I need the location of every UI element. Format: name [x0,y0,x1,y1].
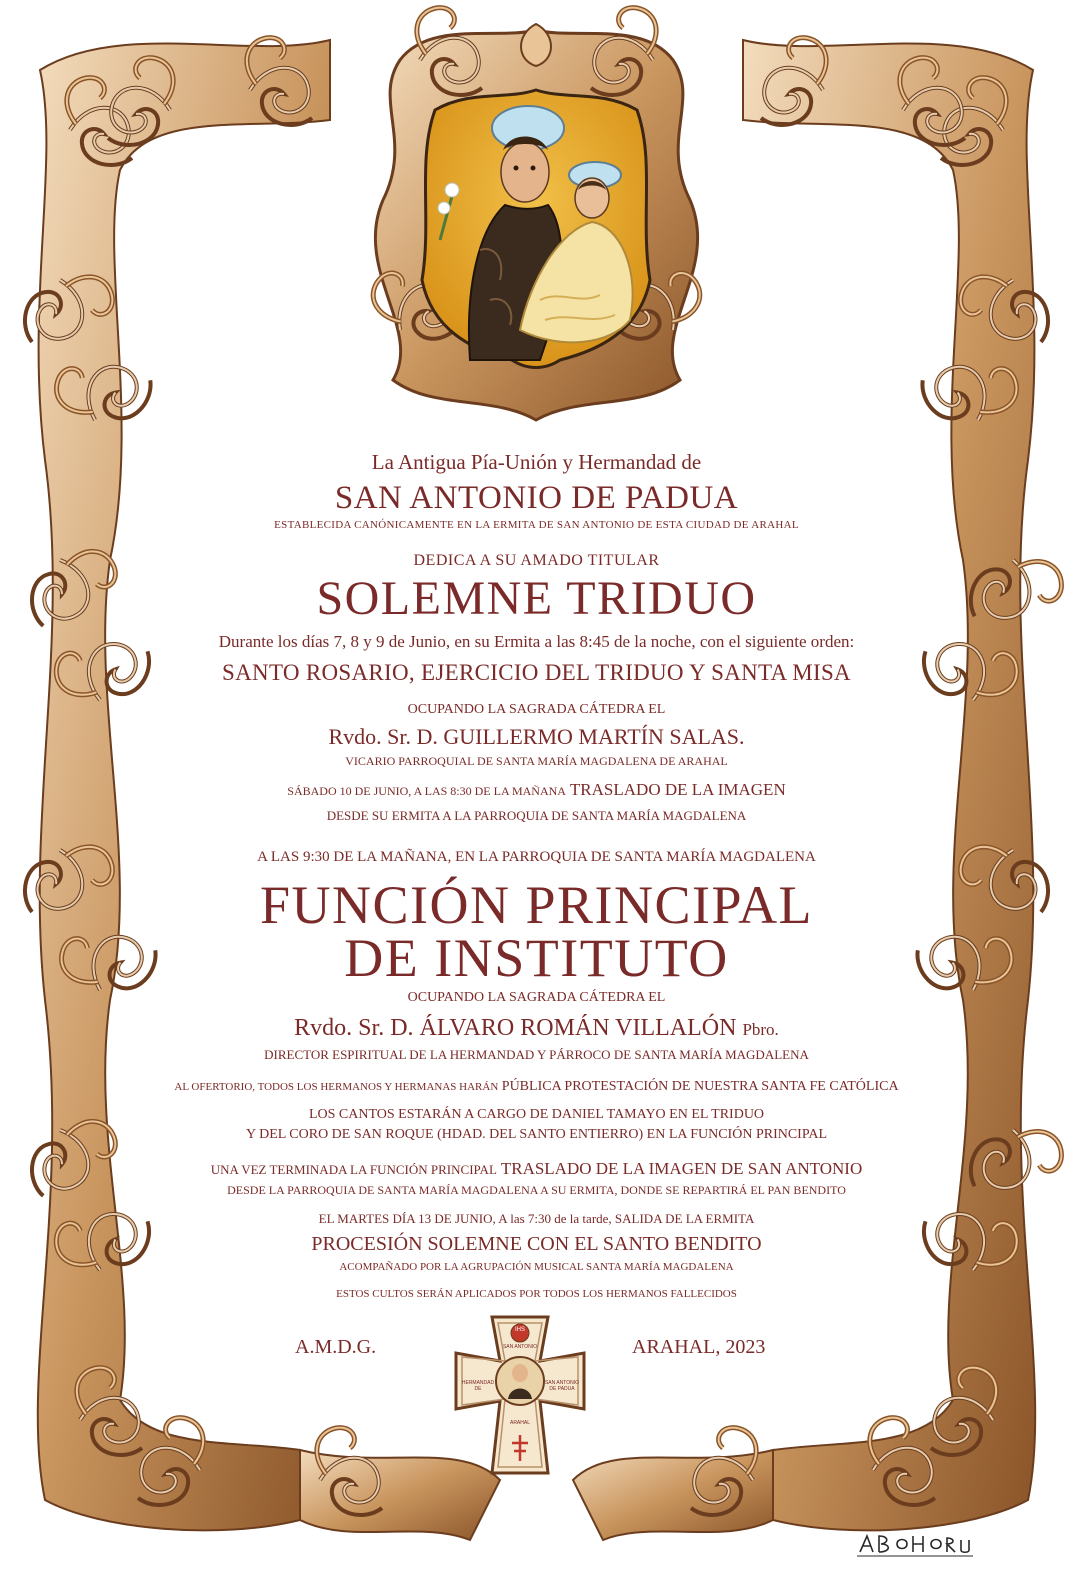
artist-signature [855,1530,975,1560]
chants-line-1: LOS CANTOS ESTARÁN A CARGO DE DANIEL TAMAYO EN EL TRIDUO [308,1107,765,1122]
emblem-arm-right: SAN ANTONIO DE PADUA [544,1380,580,1392]
function-title-line-1: FUNCIÓN PRINCIPAL [259,875,814,935]
amdg-motto: A.M.D.G. [295,1336,377,1358]
return-event: TRASLADO DE LA IMAGEN DE SAN ANTONIO [500,1159,863,1178]
triduo-order: SANTO ROSARIO, EJERCICIO DEL TRIDUO Y SANTA MISA [222,660,851,685]
preacher-1: Rvdo. Sr. D. GUILLERMO MARTÍN SALAS. [328,724,745,749]
preacher-2 [0,1016,1073,1040]
offertory-text: PÚBLICA PROTESTACIÓN DE NUESTRA SANTA FE CATÓLICA [501,1079,899,1094]
cathedra-label-2: OCUPANDO LA SAGRADA CÁTEDRA EL [407,990,666,1005]
return-route: DESDE LA PARROQUIA DE SANTA MARÍA MAGDALENA A SU ERMITA, DONDE SE REPARTIRÁ EL PAN BENDITO [227,1183,846,1197]
saturday-prefix: SÁBADO 10 DE JUNIO, A LAS 8:30 DE LA MAÑANA [287,784,566,798]
return-prefix: UNA VEZ TERMINADA LA FUNCIÓN PRINCIPAL [210,1162,497,1177]
emblem-arm-bottom: ARAHAL [509,1420,530,1426]
mass-time: A LAS 9:30 DE LA MAÑANA, EN LA PARROQUIA DE SANTA MARÍA MAGDALENA [257,849,816,865]
triduo-days: Durante los días 7, 8 y 9 de Junio, en su Ermita a las 8:45 de la noche, con el siguiente orden: [218,632,855,651]
brotherhood-name: SAN ANTONIO DE PADUA [334,480,739,516]
deceased-note: ESTOS CULTOS SERÁN APLICADOS POR TODOS LOS HERMANOS FALLECIDOS [336,1288,737,1300]
procession-date: EL MARTES DÍA 13 DE JUNIO, A las 7:30 de la tarde, SALIDA DE LA ERMITA [318,1211,755,1226]
intro-line: La Antigua Pía-Unión y Hermandad de [371,450,702,474]
return-line [0,1160,1073,1177]
triduo-title: SOLEMNE TRIDUO [316,572,757,625]
emblem-arm-top: SAN ANTONIO [502,1344,538,1350]
cathedra-label-1: OCUPANDO LA SAGRADA CÁTEDRA EL [407,702,666,717]
brotherhood-cross-emblem [456,1317,584,1473]
preacher-1-role: VICARIO PARROQUIAL DE SANTA MARÍA MAGDALENA DE ARAHAL [345,754,728,768]
chants-line-2: Y DEL CORO DE SAN ROQUE (HDAD. DEL SANTO ENTIERRO) EN LA FUNCIÓN PRINCIPAL [246,1127,827,1142]
preacher-2-role: DIRECTOR ESPIRITUAL DE LA HERMANDAD Y PÁRROCO DE SANTA MARÍA MAGDALENA [264,1047,809,1062]
place-year: ARAHAL, 2023 [632,1336,766,1358]
saint-icon [422,90,650,368]
emblem-top-label: IHS [514,1327,525,1333]
saturday-route: DESDE SU ERMITA A LA PARROQUIA DE SANTA MARÍA MAGDALENA [326,808,747,823]
saturday-line [0,781,1073,798]
preacher-2-suffix: Pbro. [742,1020,779,1039]
dedication-line: DEDICA A SU AMADO TITULAR [413,552,660,569]
established-note: ESTABLECIDA CANÓNICAMENTE EN LA ERMITA DE SAN ANTONIO DE ESTA CIUDAD DE ARAHAL [274,519,799,531]
function-title-line-2: DE INSTITUTO [344,928,729,988]
procession-title: PROCESIÓN SOLEMNE CON EL SANTO BENDITO [311,1233,762,1255]
emblem-arm-left: HERMANDAD DE [461,1380,495,1392]
preacher-2-name: Rvdo. Sr. D. ÁLVARO ROMÁN VILLALÓN [294,1015,737,1041]
offertory-line [0,1080,1073,1094]
saturday-event: TRASLADO DE LA IMAGEN [569,780,786,799]
procession-music: ACOMPAÑADO POR LA AGRUPACIÓN MUSICAL SANTA MARÍA MAGDALENA [339,1261,734,1273]
offertory-prefix: AL OFERTORIO, TODOS LOS HERMANOS Y HERMANAS HARÁN [174,1081,499,1093]
